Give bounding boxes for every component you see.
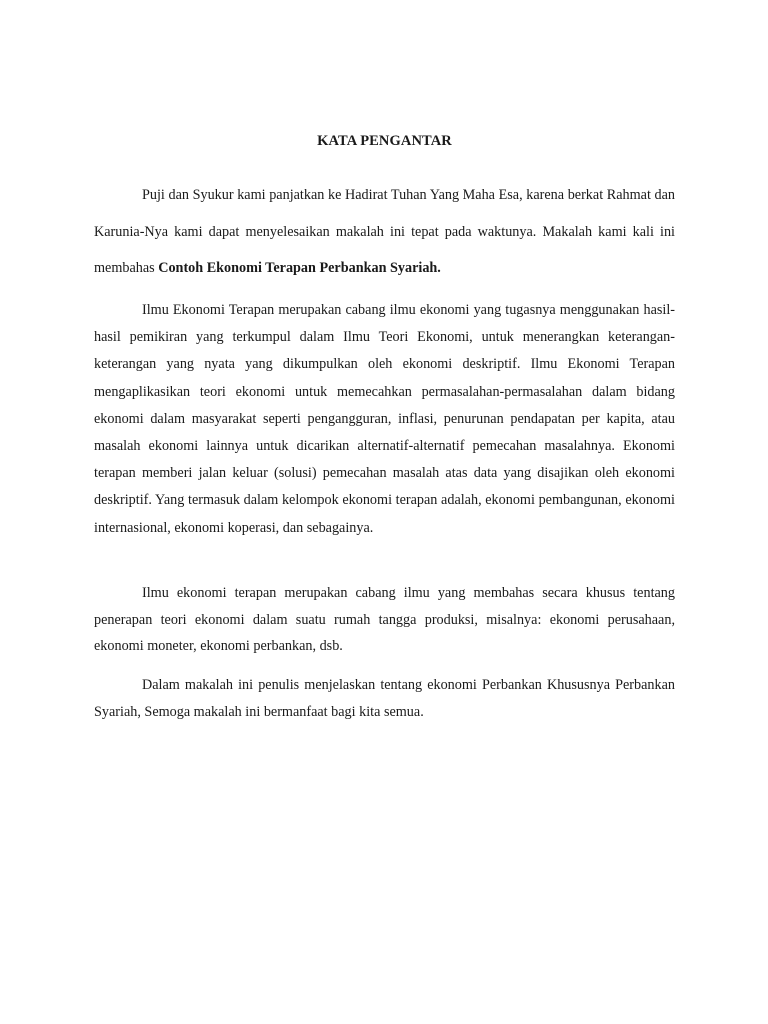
paragraph-intro-text: Puji dan Syukur kami panjatkan ke Hadirat Tuhan Yang Maha Esa, karena berkat Rahmat dan Karunia-Nya kami dapat menyelesaikan makalah ini tepat pada waktunya. Makalah kami kali ini membahas <box>94 187 675 276</box>
page-title: KATA PENGANTAR <box>317 133 452 149</box>
paragraph-applied-economics-scope: Ilmu ekonomi terapan merupakan cabang ilmu yang membahas secara khusus tentang penerapan teori ekonomi dalam suatu rumah tangga produksi, misalnya: ekonomi perusahaan, ekonomi moneter, ekonomi perbankan, dsb. <box>94 585 675 654</box>
paragraph-intro <box>94 177 675 287</box>
paragraph-closing: Dalam makalah ini penulis menjelaskan tentang ekonomi Perbankan Khususnya Perbankan Syariah, Semoga makalah ini bermanfaat bagi kita semua. <box>94 677 675 720</box>
document-page <box>94 0 675 1024</box>
paragraph-intro-bold-topic: Contoh Ekonomi Terapan Perbankan Syariah. <box>158 260 441 276</box>
paragraph-applied-economics: Ilmu Ekonomi Terapan merupakan cabang ilmu ekonomi yang tugasnya menggunakan hasil-hasil pemikiran yang terkumpul dalam Ilmu Teori Ekonomi, untuk menerangkan keterangan-keterangan yang nyata yang dikumpulkan oleh ekonomi deskriptif. Ilmu Ekonomi Terapan mengaplikasikan teori ekonomi untuk memecahkan permasalahan-permasalahan dalam bidang ekonomi dalam masyarakat seperti pengangguran, inflasi, penurunan pendapatan per kapita, atau masalah ekonomi lainnya untuk dicarikan alternatif-alternatif pemecahan masalahnya. Ekonomi terapan memberi jalan keluar (solusi) pemecahan masalah atas data yang disajikan oleh ekonomi deskriptif. Yang termasuk dalam kelompok ekonomi terapan adalah, ekonomi pembangunan, ekonomi internasional, ekonomi koperasi, dan sebagainya. <box>94 302 675 536</box>
